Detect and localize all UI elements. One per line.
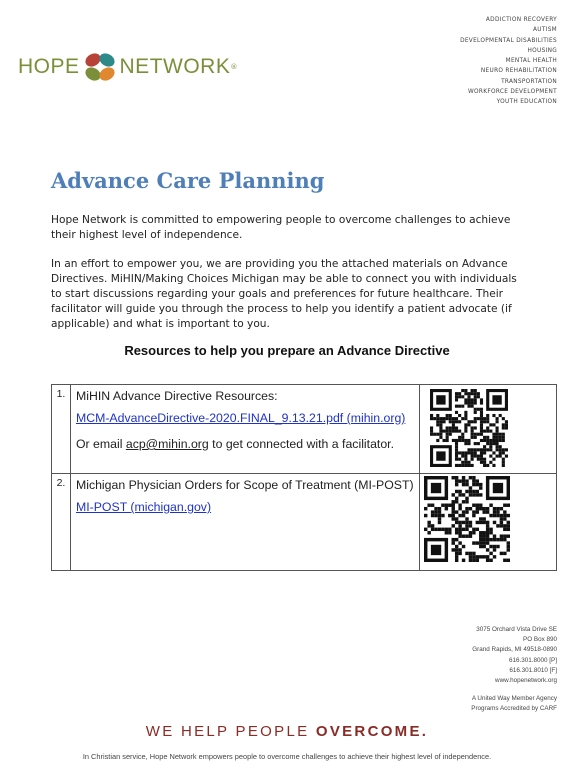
footer-mission: In Christian service, Hope Network empowers people to overcome challenges to achieve their highest level of independence. [82, 752, 492, 761]
resources-table [51, 384, 557, 571]
email-line [76, 436, 414, 452]
service-item: AUTISM [533, 27, 557, 34]
address-line: 616.301.8010 [F] [509, 666, 557, 674]
table-row [52, 385, 557, 474]
address-line[interactable]: www.hopenetwork.org [495, 677, 557, 685]
hope-network-logo [18, 52, 237, 82]
tagline-emphasis: OVERCOME. [315, 723, 429, 740]
address-line: 3075 Orchard Vista Drive SE [476, 626, 557, 633]
address-block [472, 625, 557, 686]
email-prefix: Or email [75, 437, 126, 451]
service-item: MENTAL HEALTH [505, 58, 557, 65]
email-suffix: to get connected with a facilitator. [208, 437, 394, 451]
service-item: HOUSING [527, 47, 557, 54]
resources-heading: Resources to help you prepare an Advance Directive [124, 343, 450, 358]
affiliation-line: Programs Accredited by CARF [471, 705, 557, 712]
affiliation-line: A United Way Member Agency [471, 695, 557, 702]
mi-post-link[interactable]: MI-POST (michigan.gov) [75, 500, 212, 514]
trademark-symbol: ® [230, 63, 238, 71]
service-item: TRANSPORTATION [501, 78, 557, 85]
tagline [0, 723, 574, 740]
address-line: 616.301.8000 [P] [509, 656, 557, 664]
qr-code-icon [430, 389, 556, 472]
service-item: WORKFORCE DEVELOPMENT [468, 89, 557, 96]
address-line: PO Box 890 [523, 636, 557, 644]
logo-text-network: NETWORK [119, 55, 231, 78]
body-paragraph: In an effort to empower you, we are providing you the attached materials on Advance Directives. MiHIN/Making Choices Michigan may be able to connect you with individuals to start discussions regarding your goals and preferences for future healthcare. Their facilitator will guide you through the process to help you identify a patient advocate (if applicable) and what is important to you. [51, 258, 517, 330]
service-item: YOUTH EDUCATION [496, 99, 557, 106]
tagline-text: WE HELP PEOPLE [145, 723, 316, 740]
row-number: 1. [52, 385, 71, 474]
qr-cell [420, 385, 557, 474]
leaf-clover-icon [81, 50, 119, 84]
service-item: NEURO REHABILITATION [480, 68, 557, 75]
resource-title: MiHIN Advance Directive Resources: [75, 389, 278, 403]
table-row [52, 474, 557, 571]
qr-cell [420, 474, 557, 571]
resource-title: Michigan Physician Orders for Scope of Treatment (MI-POST) [75, 478, 414, 492]
address-line: Grand Rapids, MI 49518-0890 [472, 646, 557, 654]
page-title: Advance Care Planning [51, 168, 325, 193]
qr-code-icon [424, 476, 556, 567]
intro-paragraph: Hope Network is committed to empowering people to overcome challenges to achieve their highest level of independence. [51, 214, 511, 241]
services-list [460, 15, 557, 108]
email-link[interactable]: acp@mihin.org [125, 437, 209, 451]
mcm-advance-directive-link[interactable]: MCM-AdvanceDirective-2020.FINAL_9.13.21.pdf (mihin.org) [75, 411, 406, 425]
service-item: DEVELOPMENTAL DISABILITIES [460, 37, 557, 44]
resource-cell [70, 385, 419, 474]
resource-cell [70, 474, 419, 571]
service-item: ADDICTION RECOVERY [485, 17, 557, 23]
affiliations-block [471, 694, 557, 714]
logo-text-hope: HOPE [18, 55, 80, 78]
row-number: 2. [52, 474, 71, 571]
